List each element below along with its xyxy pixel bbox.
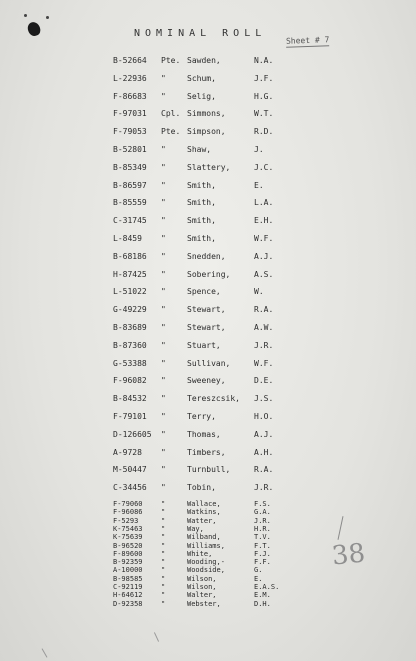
rank: "	[161, 287, 166, 297]
service-number: F-79101	[113, 412, 147, 421]
service-number: A-9728	[113, 447, 142, 457]
surname: Turnbull,	[187, 465, 231, 475]
rank: "	[161, 340, 166, 350]
rank: "	[161, 91, 166, 101]
service-number: H-87425	[113, 269, 147, 279]
surname: Terry,	[187, 412, 216, 421]
initials: A.J.	[254, 429, 274, 439]
rank: "	[161, 180, 166, 190]
initials: F.S.	[254, 500, 271, 508]
service-number: L-8459	[113, 234, 142, 243]
surname: Spence,	[187, 287, 221, 297]
rank: "	[161, 574, 166, 583]
service-number: K-75639	[113, 533, 143, 542]
service-number: C-92119	[113, 583, 143, 591]
initials: J.R.	[254, 483, 274, 493]
rank: "	[161, 483, 166, 493]
surname: Selig,	[187, 91, 216, 101]
initials: J.R.	[254, 340, 274, 350]
rank: "	[161, 500, 166, 508]
service-number: B-87360	[113, 340, 147, 350]
initials: W.	[254, 287, 264, 297]
initials: J.C.	[254, 162, 274, 172]
surname: Stewart,	[187, 305, 226, 315]
rank: "	[161, 376, 166, 386]
initials: J.S.	[254, 394, 274, 404]
service-number: B-52664	[113, 56, 147, 65]
rank: "	[161, 216, 166, 226]
initials: W.T.	[254, 109, 274, 119]
surname: Wallace,	[187, 500, 221, 508]
surname: Sawden,	[187, 56, 221, 65]
surname: Wooding,-	[187, 558, 225, 567]
initials: G.A.	[254, 508, 271, 517]
initials: R.A.	[254, 465, 274, 475]
service-number: C-34456	[113, 483, 147, 493]
rank: "	[161, 73, 166, 83]
scratch-mark	[154, 632, 159, 641]
service-number: C-31745	[113, 216, 147, 226]
initials: L.A.	[254, 198, 274, 208]
surname: Sweeney,	[187, 376, 226, 386]
rank: "	[161, 145, 166, 154]
service-number: D-92358	[113, 599, 143, 608]
service-number: B-85559	[113, 198, 147, 208]
rank: "	[161, 447, 166, 457]
initials: W.F.	[254, 234, 274, 243]
initials: A.S.	[254, 269, 274, 279]
rank: Pte.	[161, 127, 181, 137]
surname: Smith,	[187, 234, 216, 243]
service-number: G-49229	[113, 305, 147, 315]
rank: "	[161, 566, 166, 575]
ink-blot	[26, 20, 42, 37]
rank: "	[161, 533, 166, 542]
surname: Tobin,	[187, 483, 216, 493]
initials: E.M.	[254, 591, 271, 600]
surname: Smith,	[187, 216, 216, 226]
service-number: L-51022	[113, 287, 147, 297]
initials: R.A.	[254, 305, 274, 315]
service-number: B-85349	[113, 162, 147, 172]
rank: "	[161, 583, 166, 591]
surname: Simpson,	[187, 127, 226, 137]
service-number: K-75463	[113, 524, 143, 533]
initials: E.A.S.	[254, 583, 280, 591]
service-number: F-79060	[113, 500, 143, 508]
service-number: F-89600	[113, 549, 143, 558]
service-number: B-98585	[113, 574, 143, 583]
rank: "	[161, 524, 166, 533]
rank: "	[161, 305, 166, 315]
initials: E.H.	[254, 216, 274, 226]
initials: A.W.	[254, 323, 274, 332]
sheet-number: Sheet # 7	[285, 35, 330, 46]
initials: F.F.	[254, 558, 271, 567]
surname: Stuart,	[187, 340, 221, 350]
surname: Williams,	[187, 541, 225, 550]
surname: Webster,	[187, 599, 221, 608]
surname: Watter,	[187, 516, 217, 525]
surname: Timbers,	[187, 447, 226, 457]
surname: Simmons,	[187, 109, 226, 119]
rank: "	[161, 323, 166, 332]
rank: "	[161, 558, 166, 567]
rank: "	[161, 465, 166, 475]
rank: "	[161, 251, 166, 261]
surname: Slattery,	[187, 162, 231, 172]
ink-speck	[46, 16, 49, 19]
pencil-tick-mark	[338, 516, 344, 540]
initials: J.R.	[254, 516, 271, 525]
initials: H.G.	[254, 91, 274, 101]
initials: A.J.	[254, 251, 274, 261]
ink-speck	[24, 14, 27, 17]
surname: Way,	[187, 524, 204, 533]
rank: "	[161, 412, 166, 421]
handwritten-page-number: 38	[330, 538, 367, 572]
rank: "	[161, 269, 166, 279]
service-number: B-84532	[113, 394, 147, 404]
rank: "	[161, 508, 166, 517]
service-number: F-5293	[113, 516, 139, 525]
surname: Woodside,	[187, 566, 225, 575]
service-number: M-50447	[113, 465, 147, 475]
scratch-mark	[42, 648, 48, 657]
service-number: F-96082	[113, 376, 147, 386]
initials: D.E.	[254, 376, 274, 386]
document-title: NOMINAL ROLL	[134, 28, 267, 39]
surname: Wilson,	[187, 574, 217, 583]
rank: "	[161, 541, 166, 550]
surname: Wilband,	[187, 533, 221, 542]
surname: Smith,	[187, 180, 216, 190]
initials: H.R.	[254, 524, 271, 533]
service-number: B-86597	[113, 180, 147, 190]
rank: "	[161, 234, 166, 243]
service-number: B-92359	[113, 558, 143, 567]
surname: Watkins,	[187, 508, 221, 517]
surname: White,	[187, 549, 213, 558]
service-number: H-64612	[113, 591, 143, 600]
rank: "	[161, 162, 166, 172]
surname: Sullivan,	[187, 358, 231, 368]
initials: A.H.	[254, 447, 274, 457]
rank: "	[161, 591, 166, 600]
service-number: A-10000	[113, 566, 143, 575]
initials: F.T.	[254, 541, 271, 550]
initials: E.	[254, 180, 264, 190]
surname: Wilson,	[187, 583, 217, 591]
service-number: B-96520	[113, 541, 143, 550]
initials: T.V.	[254, 533, 271, 542]
rank: "	[161, 429, 166, 439]
initials: J.F.	[254, 73, 274, 83]
rank: "	[161, 198, 166, 208]
initials: J.	[254, 145, 264, 154]
service-number: F-97031	[113, 109, 147, 119]
service-number: F-86683	[113, 91, 147, 101]
surname: Tereszcsik,	[187, 394, 240, 404]
initials: H.O.	[254, 412, 274, 421]
service-number: B-68186	[113, 251, 147, 261]
service-number: B-52801	[113, 145, 147, 154]
rank: "	[161, 549, 166, 558]
surname: Snedden,	[187, 251, 226, 261]
initials: E.	[254, 574, 263, 583]
initials: N.A.	[254, 56, 274, 65]
service-number: L-22936	[113, 73, 147, 83]
initials: D.H.	[254, 599, 271, 608]
service-number: F-79053	[113, 127, 147, 137]
service-number: D-126605	[113, 429, 152, 439]
surname: Thomas,	[187, 429, 221, 439]
rank: Pte.	[161, 56, 181, 65]
initials: W.F.	[254, 358, 274, 368]
initials: G.	[254, 566, 263, 575]
initials: F.J.	[254, 549, 271, 558]
surname: Shaw,	[187, 145, 212, 154]
rank: "	[161, 516, 166, 525]
surname: Stewart,	[187, 323, 226, 332]
surname: Schum,	[187, 73, 216, 83]
surname: Walter,	[187, 591, 217, 600]
surname: Smith,	[187, 198, 216, 208]
service-number: B-83689	[113, 323, 147, 332]
surname: Sobering,	[187, 269, 231, 279]
service-number: G-53388	[113, 358, 147, 368]
rank: "	[161, 358, 166, 368]
rank: "	[161, 599, 166, 608]
rank: Cpl.	[161, 109, 181, 119]
initials: R.D.	[254, 127, 274, 137]
rank: "	[161, 394, 166, 404]
service-number: F-96086	[113, 508, 143, 517]
